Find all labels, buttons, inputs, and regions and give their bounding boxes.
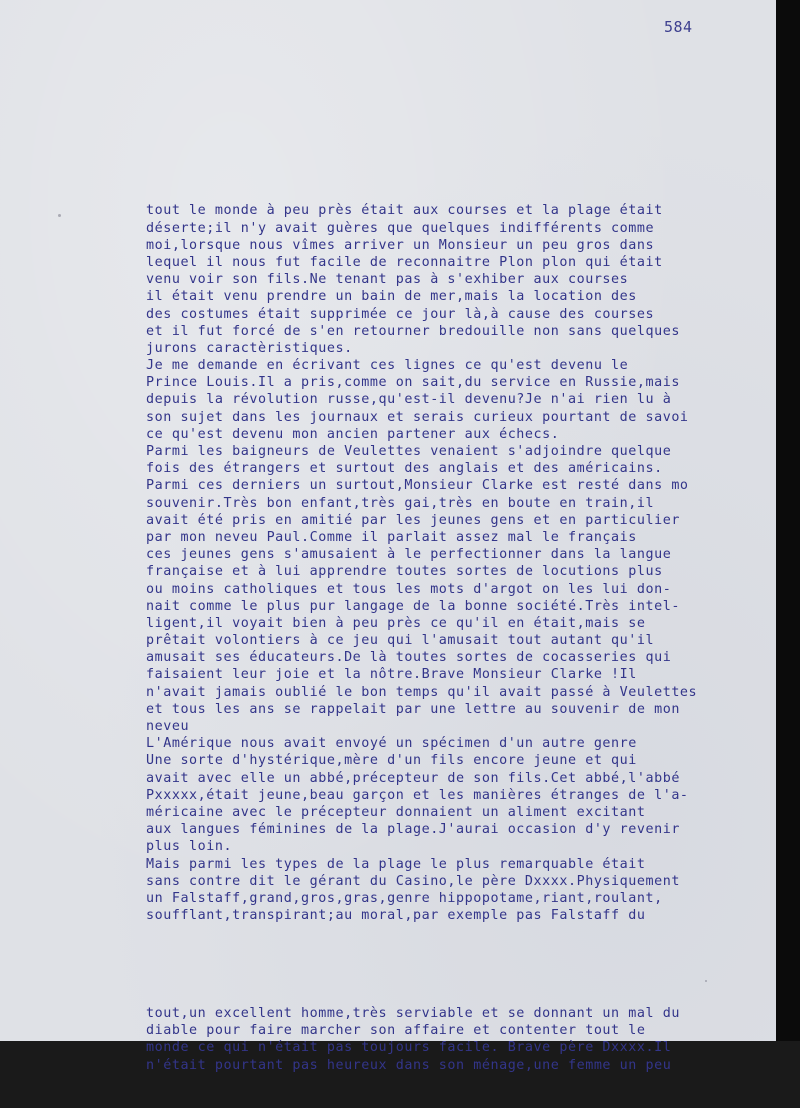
paper-speck <box>58 214 61 217</box>
text-line: Parmi ces derniers un surtout,Monsieur Clarke est resté dans mo <box>146 478 689 494</box>
text-line: nait comme le plus pur langage de la bonne société.Très intel- <box>146 598 680 614</box>
text-line: son sujet dans les journaux et serais curieux pourtant de savoi <box>146 409 689 425</box>
text-block-main <box>146 202 776 924</box>
paper-speck <box>705 980 707 982</box>
text-line: aux langues féminines de la plage.J'aurai occasion d'y revenir <box>146 822 680 838</box>
page-number: 584 <box>664 18 693 36</box>
text-line: lequel il nous fut facile de reconnaitre Plon plon qui était <box>146 254 663 270</box>
text-line: prêtait volontiers à ce jeu qui l'amusait tout autant qu'il <box>146 633 655 649</box>
text-line: moi,lorsque nous vîmes arriver un Monsieur un peu gros dans <box>146 237 655 253</box>
text-line: venu voir son fils.Ne tenant pas à s'exhiber aux courses <box>146 272 629 288</box>
text-line: Parmi les baigneurs de Veulettes venaient s'adjoindre quelque <box>146 444 672 460</box>
text-line: depuis la révolution russe,qu'est-il devenu?Je n'ai rien lu à <box>146 392 672 408</box>
text-line: Une sorte d'hystérique,mère d'un fils encore jeune et qui <box>146 753 637 769</box>
text-line: Pxxxxx,était jeune,beau garçon et les manières étranges de l'a- <box>146 787 689 803</box>
text-line: soufflant,transpirant;au moral,par exemple pas Falstaff du <box>146 908 646 924</box>
text-line: neveu <box>146 719 190 735</box>
text-line: monde ce qui n'était pas toujours facile. Brave père Dxxxx.Il <box>146 1040 672 1056</box>
text-line: ces jeunes gens s'amusaient à le perfectionner dans la langue <box>146 547 672 563</box>
text-line: plus loin. <box>146 839 233 855</box>
text-line: avait été pris en amitié par les jeunes gens et en particulier <box>146 512 680 528</box>
text-line: souvenir.Très bon enfant,très gai,très en boute en train,il <box>146 495 655 511</box>
text-line: fois des étrangers et surtout des anglais et des américains. <box>146 461 663 477</box>
paragraph-gap <box>146 959 776 971</box>
text-line: par mon neveu Paul.Comme il parlait assez mal le français <box>146 529 637 545</box>
text-line: Prince Louis.Il a pris,comme on sait,du service en Russie,mais <box>146 375 680 391</box>
text-line: sans contre dit le gérant du Casino,le père Dxxxx.Physiquement <box>146 873 680 889</box>
text-line: et il fut forcé de s'en retourner bredouille non sans quelques <box>146 323 680 339</box>
text-line: Mais parmi les types de la plage le plus remarquable était <box>146 856 646 872</box>
text-line: ce qu'est devenu mon ancien partener aux échecs. <box>146 426 560 442</box>
text-line: Je me demande en écrivant ces lignes ce qu'est devenu le <box>146 358 629 374</box>
text-line: ligent,il voyait bien à peu près ce qu'il en était,mais se <box>146 615 646 631</box>
text-line: n'avait jamais oublié le bon temps qu'il avait passé à Veulettes <box>146 684 698 700</box>
text-line: L'Amérique nous avait envoyé un spécimen d'un autre genre <box>146 736 637 752</box>
text-line: méricaine avec le précepteur donnaient un aliment excitant <box>146 804 646 820</box>
text-line: tout le monde à peu près était aux courses et la plage était <box>146 203 663 219</box>
text-line: jurons caractèristiques. <box>146 340 353 356</box>
text-line: n'était pourtant pas heureux dans son ménage,une femme un peu <box>146 1057 672 1073</box>
text-line: faisaient leur joie et la nôtre.Brave Monsieur Clarke !Il <box>146 667 637 683</box>
text-line: ou moins catholiques et tous les mots d'argot on les lui don- <box>146 581 672 597</box>
text-line: déserte;il n'y avait guères que quelques indifférents comme <box>146 220 655 236</box>
text-line: diable pour faire marcher son affaire et contenter tout le <box>146 1023 646 1039</box>
text-line: amusait ses éducateurs.De là toutes sortes de cocasseries qui <box>146 650 672 666</box>
text-line: et tous les ans se rappelait par une lettre au souvenir de mon <box>146 701 680 717</box>
text-line: avait avec elle un abbé,précepteur de son fils.Cet abbé,l'abbé <box>146 770 680 786</box>
text-block-continuation <box>146 1005 776 1074</box>
scan-edge-border <box>776 0 800 1041</box>
text-line: française et à lui apprendre toutes sortes de locutions plus <box>146 564 663 580</box>
text-line: des costumes était supprimée ce jour là,à cause des courses <box>146 306 655 322</box>
text-line: tout,un excellent homme,très serviable et se donnant un mal du <box>146 1006 680 1022</box>
text-line: il était venu prendre un bain de mer,mais la location des <box>146 289 637 305</box>
typewritten-body <box>146 168 776 1108</box>
text-line: un Falstaff,grand,gros,gras,genre hippopotame,riant,roulant, <box>146 890 663 906</box>
